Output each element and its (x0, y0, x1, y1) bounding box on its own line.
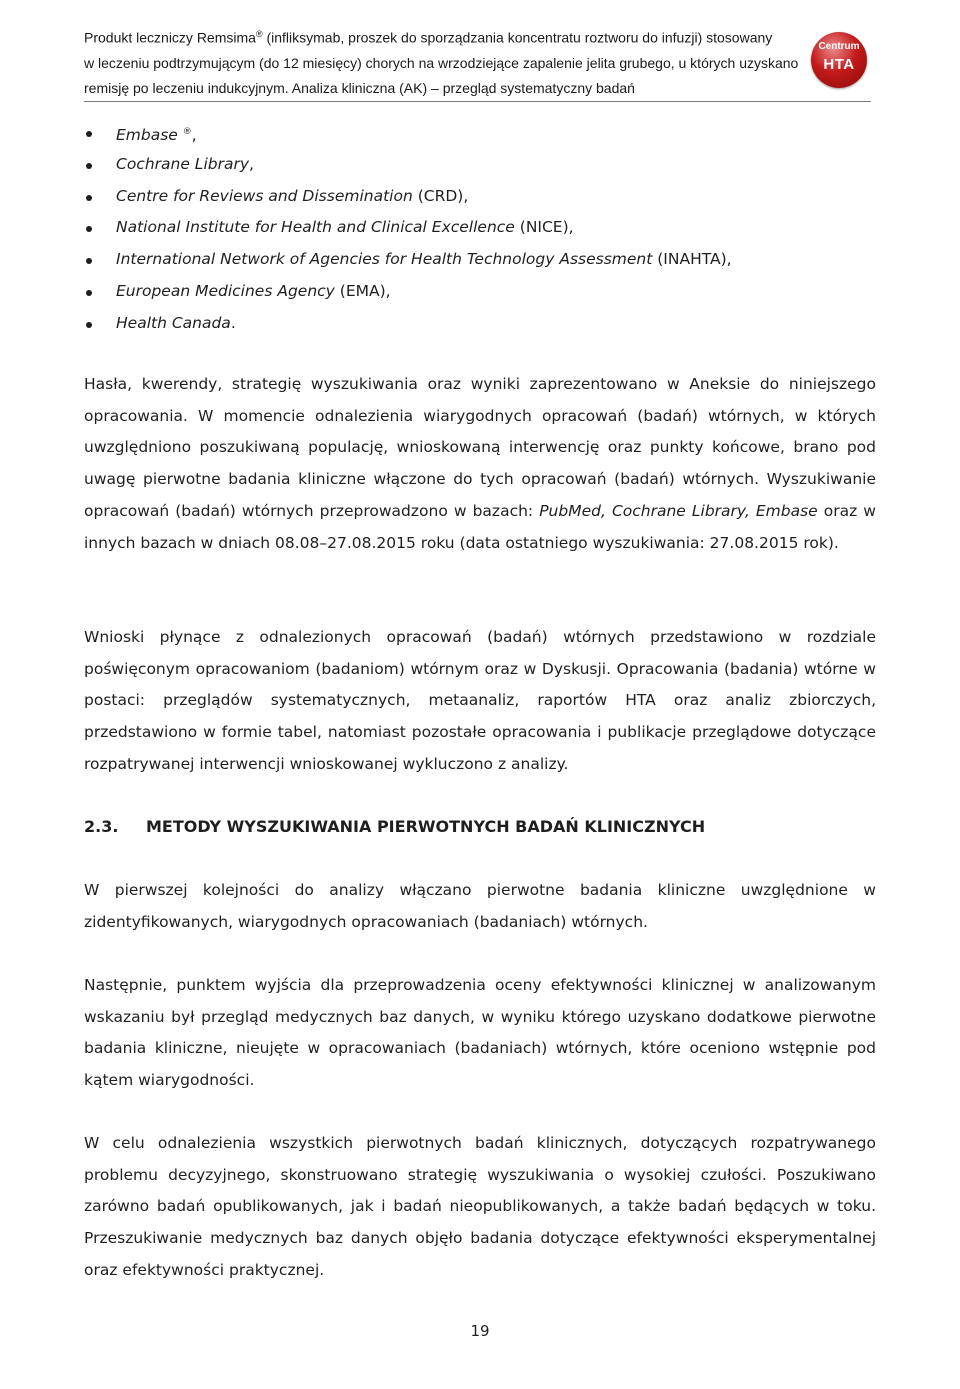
paragraph-conclusions: Wnioski płynące z odnalezionych opracowań (badań) wtórnych przedstawiono w rozdziale poświęconym opracowaniom (badaniom) wtórnym oraz w Dyskusji. Opracowania (badania) wtórne w postaci: przeglądów systematycznych, metaanaliz, raportów HTA oraz analiz zbiorczych, przedstawiono w formie tabel, natomiast pozostałe opracowania i publikacje przeglądowe dotyczące rozpatrywanej interwencji wnioskowanej wykluczono z analizy. (84, 628, 876, 773)
page-number: 19 (470, 1322, 490, 1340)
header-line-2: w leczeniu podtrzymującym (do 12 miesięcy) chorych na wrzodziejące zapalenie jelita grubego, u których uzyskano (84, 54, 799, 71)
paragraph-search-strategy: Hasła, kwerendy, strategię wyszukiwania oraz wyniki zaprezentowano w Aneksie do niniejszego opracowania. W momencie odnalezienia wiarygodnych opracowań (badań) wtórnych, w których uwzględniono poszukiwaną populację, wnioskowaną interwencję oraz punkty końcowe, brano pod uwagę pierwotne badania kliniczne włączone do tych opracowań (badań) wtórnych. Wyszukiwanie opracowań (badań) wtórnych przeprowadzono w bazach: PubMed, Cochrane Library, Embase oraz w innych bazach w dniach 08.08–27.08.2015 roku (data ostatniego wyszukiwania: 27.08.2015 rok). (84, 375, 876, 552)
header-line-1: Produkt leczniczy Remsima® (infliksymab, proszek do sporządzania koncentratu roztworu do infuzji) stosowany (84, 29, 773, 46)
list-item: Centre for Reviews and Dissemination (CRD), (84, 181, 884, 213)
logo-text-hta: HTA (823, 56, 855, 73)
list-item: European Medicines Agency (EMA), (84, 276, 884, 308)
paragraph-strategy: W celu odnalezienia wszystkich pierwotnych badań klinicznych, dotyczących rozpatrywanego problemu decyzyjnego, skonstruowano strategię wyszukiwania o wysokiej czułości. Poszukiwano zarówno badań opublikowanych, jak i badań nieopublikowanych, a także badań będących w toku. Przeszukiwanie medycznych baz danych objęło badania dotyczące efektywności eksperymentalnej oraz efektywności praktycznej. (84, 1134, 876, 1279)
list-item: Embase ®, (84, 117, 884, 149)
header-line-3: remisję po leczeniu indukcyjnym. Analiza kliniczna (AK) – przegląd systematyczny badań (84, 79, 635, 96)
section-title: METODY WYSZUKIWANIA PIERWOTNYCH BADAŃ KLINICZNYCH (146, 817, 706, 836)
logo-text-centrum: Centrum (818, 41, 860, 52)
list-item: International Network of Agencies for Health Technology Assessment (INAHTA), (84, 244, 884, 276)
header-divider (84, 101, 871, 102)
paragraph-first-order: W pierwszej kolejności do analizy włączano pierwotne badania kliniczne uwzględnione w zidentyfikowanych, wiarygodnych opracowaniach (badaniach) wtórnych. (84, 881, 876, 931)
section-heading (84, 812, 876, 842)
list-item: Health Canada. (84, 308, 884, 340)
centrum-hta-logo (811, 32, 867, 88)
list-item: Cochrane Library, (84, 149, 884, 181)
section-number: 2.3. (84, 817, 119, 836)
running-header (84, 22, 804, 101)
list-item: National Institute for Health and Clinical Excellence (NICE), (84, 212, 884, 244)
paragraph-next-step: Następnie, punktem wyjścia dla przeprowadzenia oceny efektywności klinicznej w analizowanym wskazaniu był przegląd medycznych baz danych, w wyniku którego uzyskano dodatkowe pierwotne badania kliniczne, nieujęte w opracowaniach (badaniach) wtórnych, które oceniono wstępnie pod kątem wiarygodności. (84, 976, 876, 1090)
database-list (84, 117, 884, 340)
